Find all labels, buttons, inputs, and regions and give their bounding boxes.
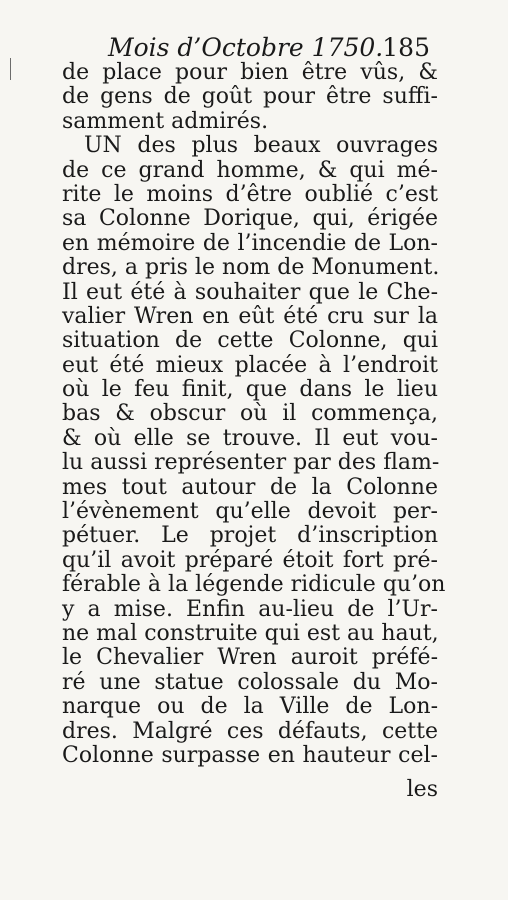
text-line: le Chevalier Wren auroit préfé- — [62, 645, 438, 671]
text-line: sa Colonne Dorique, qui, érigée — [62, 206, 438, 232]
running-title: Mois d’Octobre 1750. — [108, 33, 384, 62]
text-line: de ce grand homme, & qui mé- — [62, 157, 438, 183]
text-line: dres. Malgré ces défauts, cette — [62, 718, 438, 744]
text-line: ne mal construite qui est au haut, — [62, 620, 439, 646]
text-line: ré une statue colossale du Mo- — [62, 669, 438, 695]
text-line: bas & obscur où il commença, — [62, 401, 438, 427]
text-line: valier Wren en eût été cru sur la — [62, 303, 438, 329]
text-line: férable à la légende ridicule qu’on — [62, 572, 446, 598]
text-line: lu aussi représenter par des flam- — [62, 450, 440, 476]
body-text — [62, 60, 446, 768]
text-line: de place pour bien être vûs, & — [62, 60, 438, 85]
text-line: qu’il avoit préparé étoit fort pré- — [62, 547, 438, 573]
text-line: mes tout autour de la Colonne — [62, 474, 438, 500]
text-line: & où elle se trouve. Il eut vou- — [62, 425, 438, 451]
text-line: l’évènement qu’elle devoit per- — [62, 499, 438, 525]
text-line: Colonne surpasse en hauteur cel- — [62, 742, 438, 768]
text-line: dres, a pris le nom de Monument. — [62, 255, 440, 281]
text-line: y a mise. Enfin au-lieu de l’Ur- — [62, 596, 438, 622]
text-line: UN des plus beaux ouvrages — [84, 133, 438, 159]
text-line: eut été mieux placée à l’endroit — [62, 352, 438, 378]
text-line: samment admirés. — [62, 108, 269, 134]
text-line: de gens de goût pour être suffi- — [62, 84, 438, 110]
page-number: 185 — [382, 33, 430, 62]
text-line: rite le moins d’être oublié c’est — [62, 181, 438, 207]
text-line: Il eut été à souhaiter que le Che- — [62, 279, 438, 305]
text-line: situation de cette Colonne, qui — [62, 328, 438, 354]
text-line: en mémoire de l’incendie de Lon- — [62, 230, 438, 256]
text-line: où le feu finit, que dans le lieu — [62, 377, 438, 403]
text-line: narque ou de la Ville de Lon- — [62, 694, 438, 720]
margin-mark — [10, 58, 11, 80]
text-line: pétuer. Le projet d’inscription — [62, 523, 438, 549]
catchword: les — [406, 777, 438, 802]
